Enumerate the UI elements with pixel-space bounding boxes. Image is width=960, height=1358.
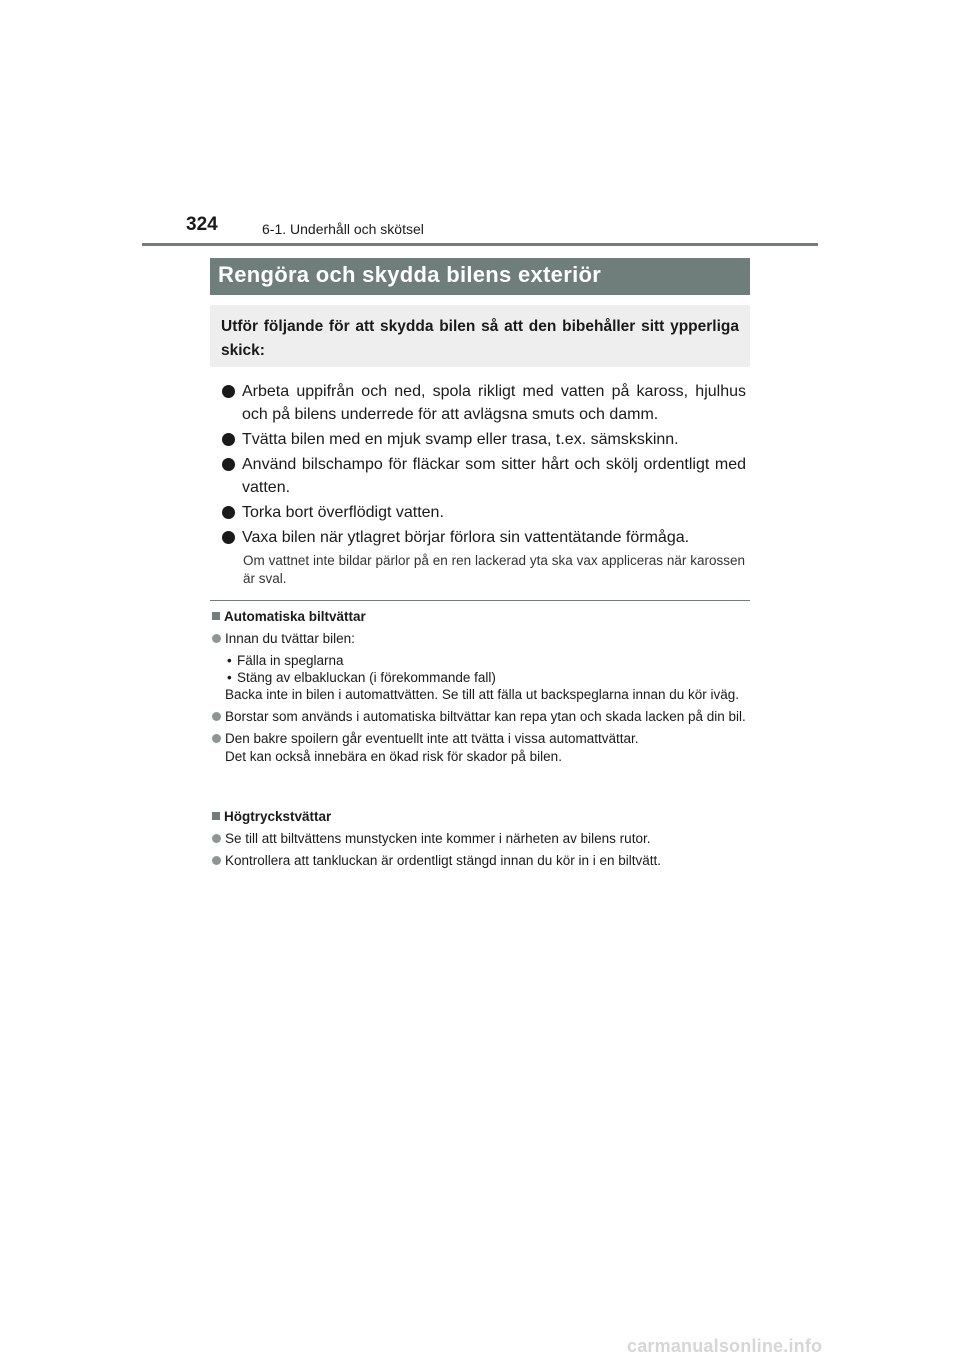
- automatic-item: [212, 630, 750, 704]
- sub-list: [225, 652, 750, 686]
- bullet-item: [220, 526, 746, 549]
- bullet-item: [220, 501, 746, 524]
- sub-item: • Fälla in speglarna: [225, 652, 750, 669]
- high-pressure-section: [212, 808, 750, 870]
- bullet-text: Arbeta uppifrån och ned, spola rikligt med vatten på kaross, hjulhus och på bilens underrede för att avlägsna smuts och damm.: [242, 383, 746, 423]
- watermark: carmanualsonline.info: [627, 1336, 823, 1356]
- page-number: 324: [186, 214, 218, 235]
- sub-item: • Stäng av elbakluckan (i förekommande fall): [225, 669, 750, 686]
- bullet-text: Torka bort överflödigt vatten.: [242, 504, 444, 521]
- high-pressure-item: [212, 830, 750, 848]
- wax-note: Om vattnet inte bildar pärlor på en ren lackerad yta ska vax appliceras när karossen är sval.: [243, 553, 745, 586]
- intro-text: Utför följande för att skydda bilen så att den bibehåller sitt ypperliga skick:: [221, 318, 739, 359]
- bullet-dot-icon: [222, 385, 235, 398]
- automatic-item-text: Borstar som används i automatiska biltvättar kan repa ytan och skada lacken på din bil.: [225, 709, 746, 724]
- bullet-text: Använd bilschampo för fläckar som sitter hårt och skölj ordentligt med vatten.: [242, 456, 746, 496]
- automatic-item-tail: Backa inte in bilen i automattvätten. Se till att fälla ut backspeglarna innan du kör iväg.: [225, 687, 740, 702]
- intro-box: [210, 305, 750, 367]
- automatic-item-text: Den bakre spoilern går eventuellt inte att tvätta i vissa automattvättar.: [225, 731, 639, 746]
- high-pressure-heading-text: Högtryckstvättar: [224, 809, 332, 824]
- automatic-wash-heading-text: Automatiska biltvättar: [224, 609, 366, 624]
- automatic-item-lead: Innan du tvättar bilen:: [225, 631, 355, 646]
- high-pressure-heading: [212, 808, 750, 826]
- automatic-wash-section: [212, 608, 750, 766]
- bullet-text: Tvätta bilen med en mjuk svamp eller trasa, t.ex. sämskskinn.: [242, 431, 679, 448]
- square-bullet-icon: [212, 812, 220, 820]
- bullet-dot-icon: [222, 506, 235, 519]
- automatic-item-text: Det kan också innebära en ökad risk för skador på bilen.: [225, 749, 562, 764]
- header-rule: [142, 243, 818, 246]
- section-label: 6-1. Underhåll och skötsel: [262, 221, 424, 237]
- automatic-item: [212, 708, 750, 726]
- bullet-dot-icon: [212, 856, 221, 865]
- automatic-item: [212, 730, 750, 766]
- page-title: Rengöra och skydda bilens exteriör: [210, 258, 750, 295]
- bullet-dot-icon: [212, 834, 221, 843]
- main-bullet-list: [220, 380, 746, 551]
- high-pressure-item-text: Kontrollera att tankluckan är ordentligt stängd innan du kör in i en biltvätt.: [225, 853, 662, 868]
- bullet-dot-icon: [222, 531, 235, 544]
- automatic-wash-heading: [212, 608, 750, 626]
- high-pressure-item: [212, 852, 750, 870]
- bullet-dot-icon: [222, 433, 235, 446]
- bullet-dot-icon: [212, 734, 221, 743]
- bullet-dot-icon: [212, 712, 221, 721]
- bullet-item: [220, 453, 746, 499]
- section-divider: [210, 600, 750, 601]
- bullet-item: [220, 428, 746, 451]
- bullet-dot-icon: [222, 458, 235, 471]
- bullet-item: [220, 380, 746, 426]
- square-bullet-icon: [212, 612, 220, 620]
- high-pressure-item-text: Se till att biltvättens munstycken inte kommer i närheten av bilens rutor.: [225, 831, 651, 846]
- bullet-dot-icon: [212, 634, 221, 643]
- bullet-text: Vaxa bilen när ytlagret börjar förlora sin vattentätande förmåga.: [242, 529, 690, 546]
